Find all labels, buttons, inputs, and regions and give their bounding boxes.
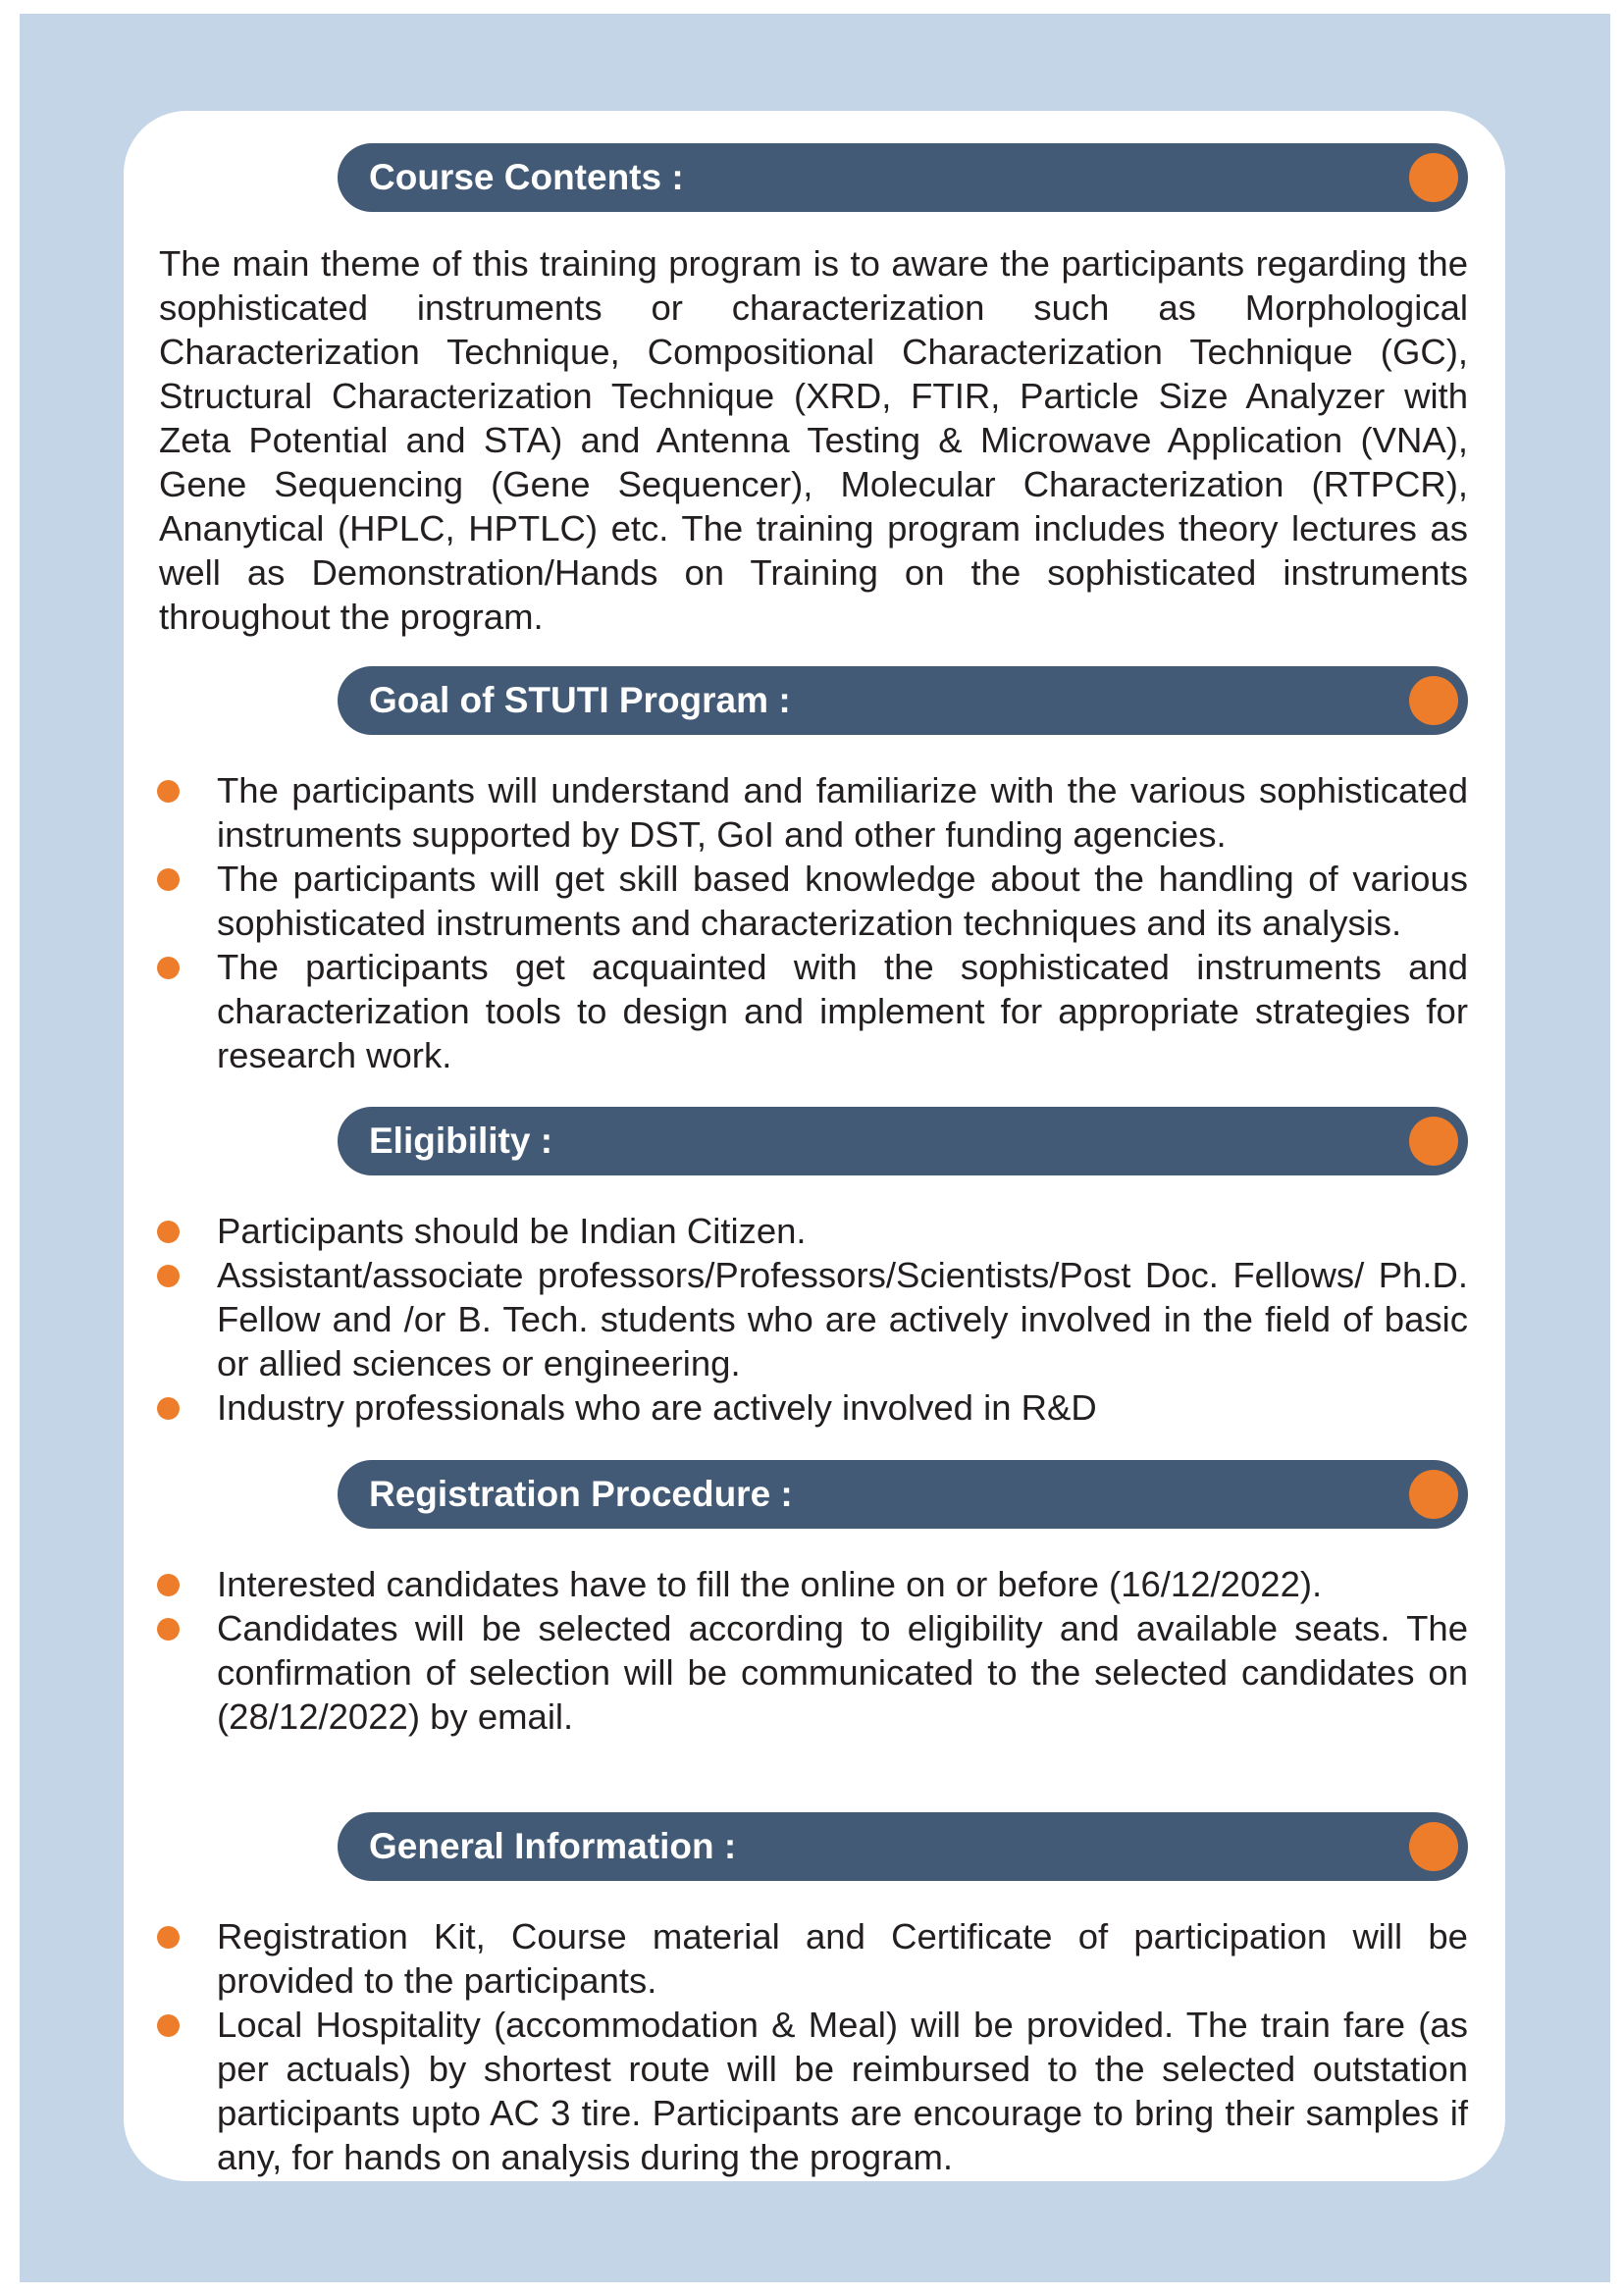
bullet-icon: [157, 1265, 180, 1287]
bullet-icon: [157, 1618, 180, 1641]
orange-dot-icon: [1409, 153, 1458, 202]
goal-item-text: The participants get acquainted with the sophisticated instruments and characterization tools to design and implement for appropriate strategies for research work.: [217, 947, 1468, 1075]
list-item: [157, 2003, 1468, 2179]
bullet-icon: [157, 957, 180, 979]
orange-dot-icon: [1409, 1470, 1458, 1519]
bullet-icon: [157, 780, 180, 803]
course-contents-title: Course Contents :: [369, 157, 684, 197]
list-item: [157, 1914, 1468, 2003]
goal-item-text: The participants will understand and familiarize with the various sophisticated instruments supported by DST, GoI and other funding agencies.: [217, 770, 1468, 855]
eligibility-item-text: Participants should be Indian Citizen.: [217, 1211, 807, 1251]
goal-header: [338, 666, 1468, 735]
list-item: [157, 1385, 1468, 1430]
orange-dot-icon: [1409, 1822, 1458, 1871]
list-item: [157, 1606, 1468, 1739]
bullet-icon: [157, 1221, 180, 1243]
bullet-icon: [157, 1397, 180, 1420]
eligibility-list: [157, 1209, 1468, 1430]
bullet-icon: [157, 2014, 180, 2037]
orange-dot-icon: [1409, 676, 1458, 725]
general-header: [338, 1812, 1468, 1881]
list-item: [157, 1562, 1468, 1606]
list-item: [157, 945, 1468, 1077]
eligibility-title: Eligibility :: [369, 1121, 553, 1161]
bullet-icon: [157, 1926, 180, 1949]
course-contents-paragraph: The main theme of this training program is to aware the participants regarding the sophisticated instruments or characterization such as Morphological Characterization Technique, Compositional Characterization Technique (GC), Structural Characterization Technique (XRD, FTIR, Particle Size Analyzer with Zeta Potential and STA) and Antenna Testing & Microwave Application (VNA), Gene Sequencing (Gene Sequencer), Molecular Characterization (RTPCR), Ananytical (HPLC, HPTLC) etc. The training program includes theory lectures as well as Demonstration/Hands on Training on the sophisticated instruments throughout the program.: [159, 243, 1468, 637]
eligibility-item-text: Industry professionals who are actively involved in R&D: [217, 1387, 1097, 1428]
list-item: [157, 768, 1468, 857]
course-contents-header: [338, 143, 1468, 212]
registration-list: [157, 1562, 1468, 1739]
registration-item-text: Interested candidates have to fill the online on or before (16/12/2022).: [217, 1564, 1323, 1604]
registration-title: Registration Procedure :: [369, 1474, 793, 1514]
goal-title: Goal of STUTI Program :: [369, 680, 791, 720]
goal-item-text: The participants will get skill based knowledge about the handling of various sophisticated instruments and characterization techniques and its analysis.: [217, 859, 1468, 943]
bullet-icon: [157, 868, 180, 891]
list-item: [157, 1209, 1468, 1253]
general-list: [157, 1914, 1468, 2179]
general-item-text: Local Hospitality (accommodation & Meal) will be provided. The train fare (as per actuals) by shortest route will be reimbursed to the selected outstation participants upto AC 3 tire. Participants are encourage to bring their samples if any, for hands on analysis during the program.: [217, 2005, 1468, 2177]
goal-list: [157, 768, 1468, 1077]
general-item-text: Registration Kit, Course material and Certificate of participation will be provided to the participants.: [217, 1916, 1468, 2001]
eligibility-item-text: Assistant/associate professors/Professors/Scientists/Post Doc. Fellows/ Ph.D. Fellow and /or B. Tech. students who are actively involved in the field of basic or allied sciences or engineering.: [217, 1255, 1468, 1383]
registration-header: [338, 1460, 1468, 1529]
list-item: [157, 1253, 1468, 1385]
list-item: [157, 857, 1468, 945]
eligibility-header: [338, 1107, 1468, 1175]
general-title: General Information :: [369, 1826, 737, 1866]
registration-item-text: Candidates will be selected according to eligibility and available seats. The confirmation of selection will be communicated to the selected candidates on (28/12/2022) by email.: [217, 1608, 1468, 1737]
bullet-icon: [157, 1574, 180, 1596]
orange-dot-icon: [1409, 1117, 1458, 1166]
